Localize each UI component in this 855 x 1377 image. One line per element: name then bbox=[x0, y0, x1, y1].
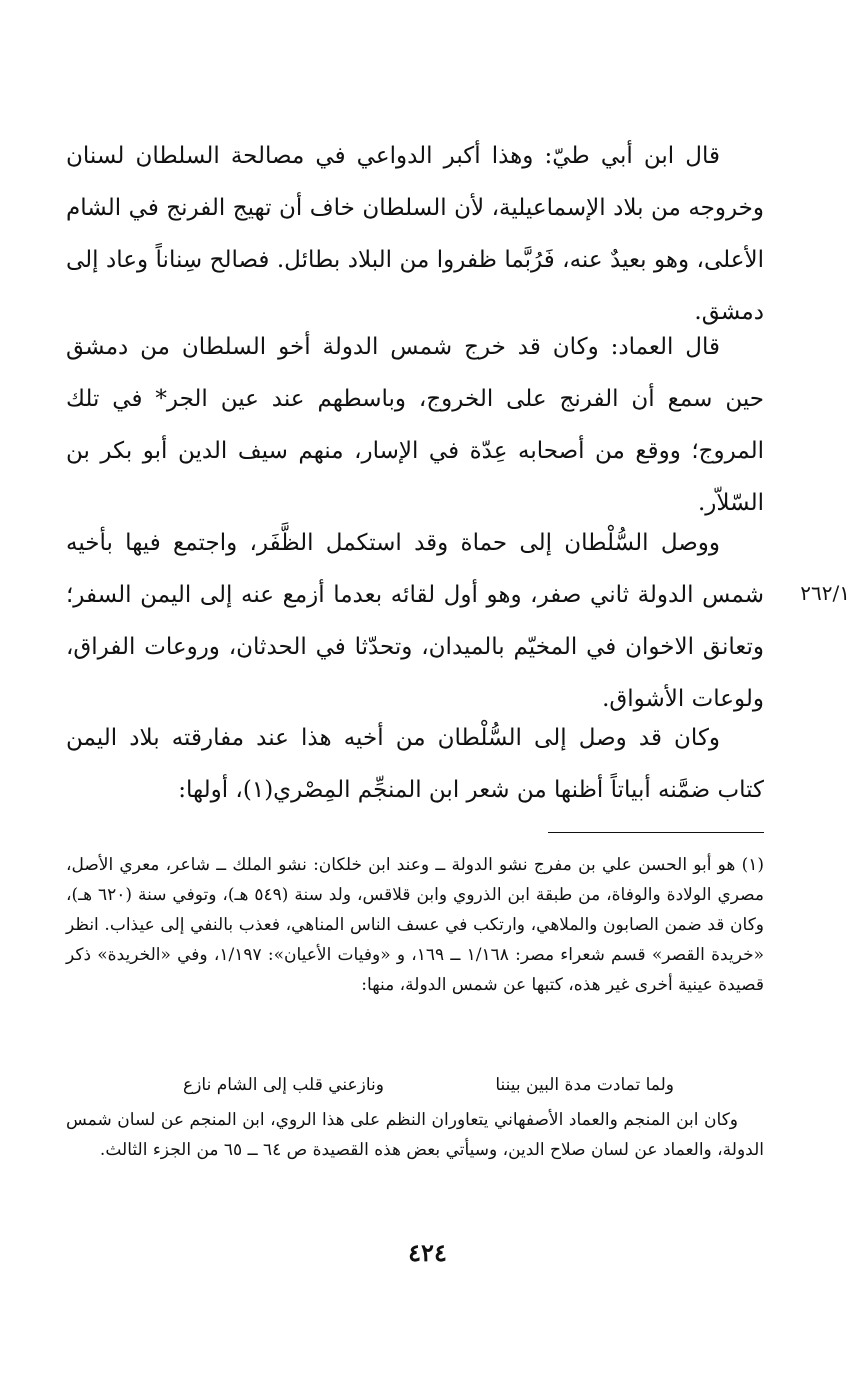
margin-reference: ٢٦٢/١ bbox=[800, 581, 850, 605]
footnote-separator bbox=[548, 832, 764, 833]
main-text-block-4 bbox=[66, 712, 764, 816]
verse-first-hemistich: ولما تمادت مدة البين بيننا bbox=[495, 1075, 674, 1095]
paragraph-letter-verses: وكان قد وصل إلى السُّلْطان من أخيه هذا عند مفارقته بلاد اليمن كتاب ضمَّنه أبياتاً أظنها من شعر ابن المنجِّم المِصْري(١)، أولها: bbox=[66, 725, 764, 803]
main-text-block-3 bbox=[66, 517, 764, 725]
paragraph-arrival-hama: ووصل السُّلْطان إلى حماة وقد استكمل الظَّفَر، واجتمع فيها بأخيه شمس الدولة ثاني صفر، وهو أول لقائه بعدما أزمع عنه إلى اليمن السفر؛ وتعانق الاخوان في المخيّم بالميدان، وتحدّثا في الحدثان، وروعات الفراق، ولوعات الأشواق. bbox=[66, 530, 764, 712]
main-text-block-1 bbox=[66, 130, 764, 338]
footnote-verse bbox=[66, 1070, 764, 1100]
footnote-1: (١) هو أبو الحسن علي بن مفرج نشو الدولة ــ وعند ابن خلكان: نشو الملك ــ شاعر، معري الأصل، مصري الولادة والوفاة، من طبقة ابن الذروي وابن قلاقس، ولد سنة (٥٤٩ هـ)، وتوفي سنة (٦٢٠ هـ)، وكان قد ضمن الصابون والملاهي، وارتكب في عسف الناس المناهي، فعذب بالنفي إلى عيذاب. انظر «خريدة القصر» قسم شعراء مصر: ١/١٦٨ ــ ١٦٩، و «وفيات الأعيان»: ١/١٩٧، وفي «الخريدة» ذكر قصيدة عينية أخرى غير هذه، كتبها عن شمس الدولة، منها: bbox=[66, 855, 764, 995]
footnote-continuation-block bbox=[66, 1105, 764, 1165]
verse-second-hemistich: ونازعني قلب إلى الشام نازع bbox=[183, 1075, 384, 1095]
paragraph-ibn-abi-tayy: قال ابن أبي طيّ: وهذا أكبر الدواعي في مصالحة السلطان لسنان وخروجه من بلاد الإسماعيلية، لأن السلطان خاف أن تهيج الفرنج في الشام الأعلى، وهو بعيدٌ عنه، فَرُبَّما ظفروا من البلاد بطائل. فصالح سِناناً وعاد إلى دمشق. bbox=[66, 143, 764, 325]
page-number: ٤٢٤ bbox=[408, 1238, 447, 1267]
footnote-1-continued: وكان ابن المنجم والعماد الأصفهاني يتعاوران النظم على هذا الروي، ابن المنجم عن لسان شمس الدولة، والعماد عن لسان صلاح الدين، وسيأتي بعض هذه القصيدة ص ٦٤ ــ ٦٥ من الجزء الثالث. bbox=[66, 1110, 764, 1160]
main-text-block-2 bbox=[66, 321, 764, 529]
paragraph-al-imad: قال العماد: وكان قد خرج شمس الدولة أخو السلطان من دمشق حين سمع أن الفرنج على الخروج، وباسطهم عند عين الجر* في تلك المروج؛ ووقع من أصحابه عِدّة في الإسار، منهم سيف الدين أبو بكر بن السّلاّر. bbox=[66, 334, 764, 516]
footnote-block bbox=[66, 850, 764, 1000]
